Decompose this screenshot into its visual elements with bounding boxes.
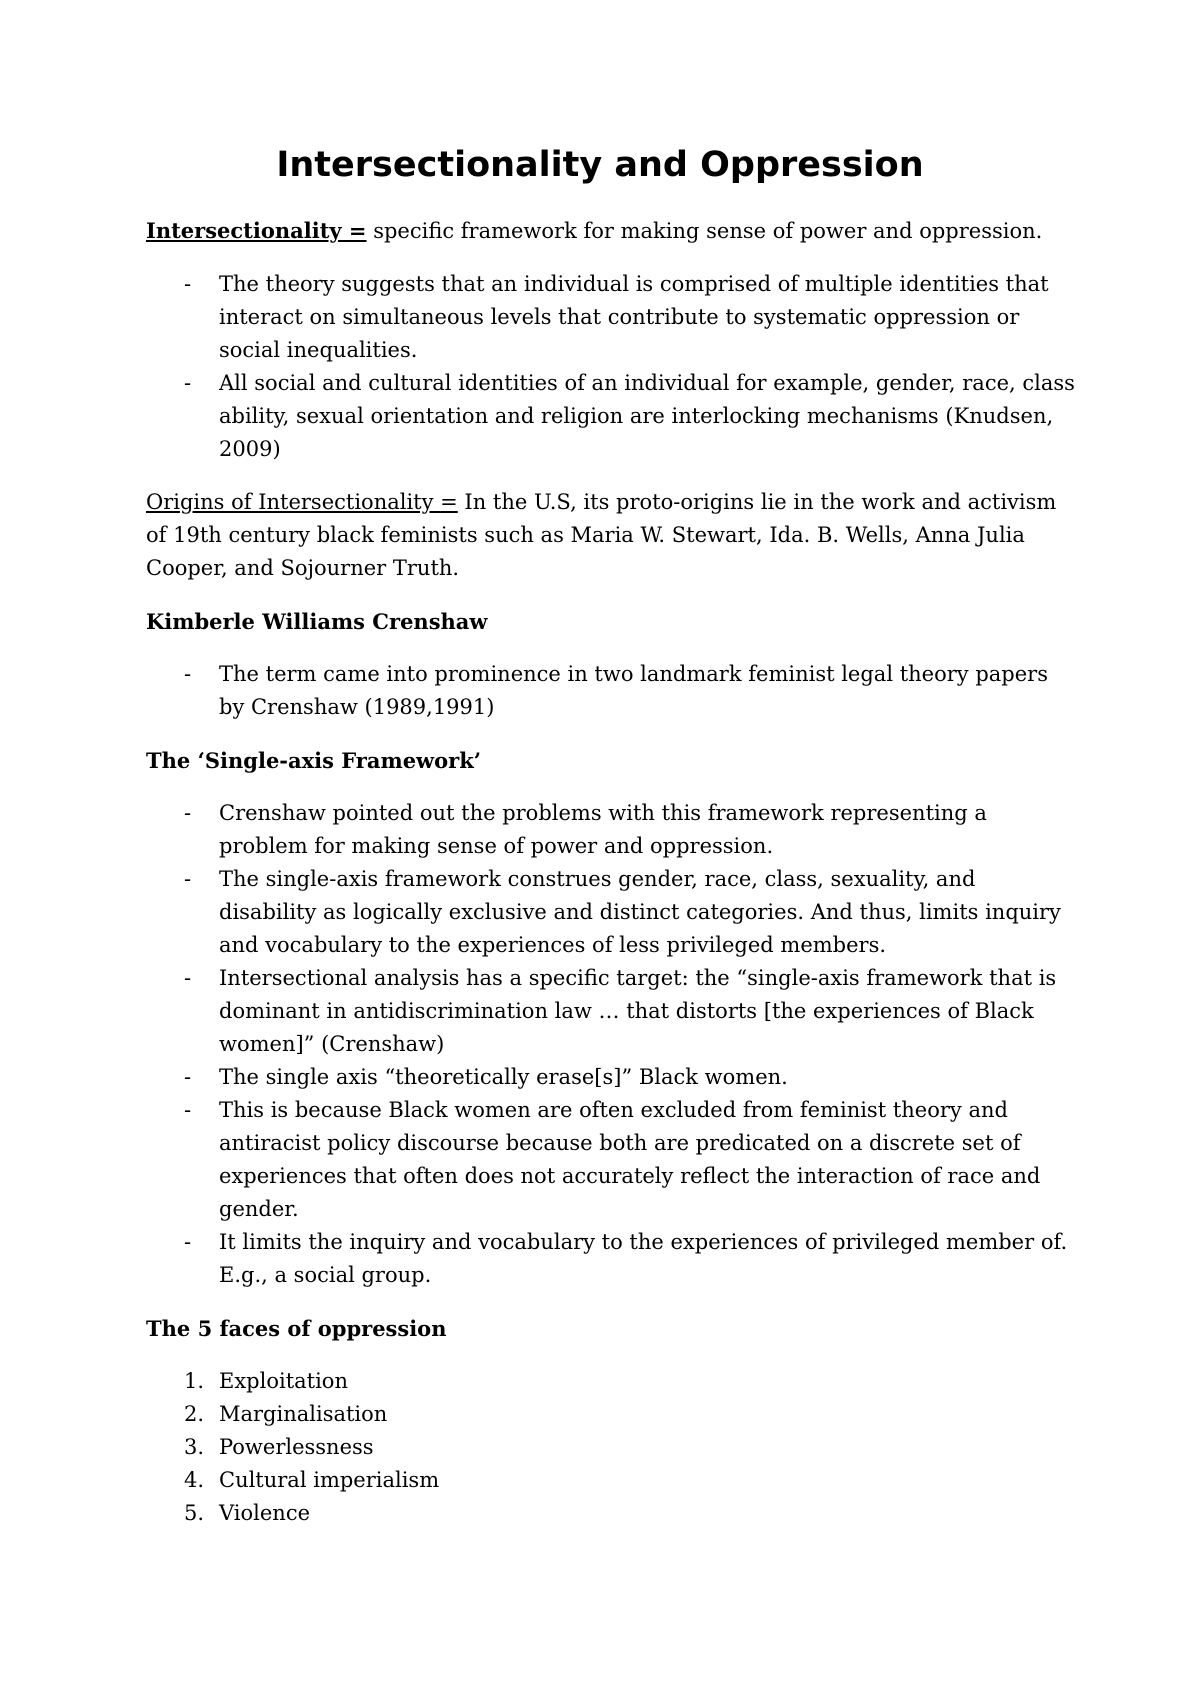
origins-text: In the U.S, its proto-origins lie in the work and activism of 19th century black feminists such as Maria W. Stewart, Ida. B. Wells, Anna Julia Cooper, and Sojourner Truth. <box>146 490 1057 580</box>
list-item-text: All social and cultural identities of an individual for example, gender, race, class ability, sexual orientation and religion are interlocking mechanisms (Knudsen, 2009) <box>219 371 1075 461</box>
crenshaw-bullet-list <box>146 658 1076 724</box>
dash-bullet: - <box>184 966 192 990</box>
list-item-text: The single-axis framework construes gender, race, class, sexuality, and disability as logically exclusive and distinct categories. And thus, limits inquiry and vocabulary to the experiences of less privileged members. <box>219 867 1061 957</box>
page-title: Intersectionality and Oppression <box>276 145 924 185</box>
list-item <box>146 1094 1076 1226</box>
list-item <box>146 962 1076 1061</box>
definition-paragraph <box>146 214 1076 248</box>
dash-bullet: - <box>184 272 192 296</box>
list-item <box>146 797 1076 863</box>
origins-paragraph <box>146 486 1076 585</box>
list-item-text: Violence <box>219 1501 311 1525</box>
list-item-text: This is because Black women are often excluded from feminist theory and antiracist policy discourse because both are predicated on a discrete set of experiences that often does not accurately reflect the interaction of race and gender. <box>219 1098 1041 1221</box>
list-item <box>146 1226 1076 1292</box>
faces-heading: The 5 faces of oppression <box>146 1316 447 1341</box>
list-item <box>146 1497 1076 1530</box>
document-body <box>146 214 1076 1530</box>
list-item <box>146 1464 1076 1497</box>
list-item <box>146 658 1076 724</box>
dash-bullet: - <box>184 1098 192 1122</box>
definition-text: specific framework for making sense of power and oppression. <box>366 219 1043 243</box>
dash-bullet: - <box>184 371 192 395</box>
list-item <box>146 1365 1076 1398</box>
list-item-text: Crenshaw pointed out the problems with this framework representing a problem for making sense of power and oppression. <box>219 801 987 858</box>
dash-bullet: - <box>184 1065 192 1089</box>
dash-bullet: - <box>184 867 192 891</box>
list-item-text: The theory suggests that an individual is comprised of multiple identities that interact on simultaneous levels that contribute to systematic oppression or social inequalities. <box>219 272 1049 362</box>
list-number: 4. <box>184 1468 205 1492</box>
dash-bullet: - <box>184 662 192 686</box>
list-number: 1. <box>184 1369 205 1393</box>
list-item-text: It limits the inquiry and vocabulary to the experiences of privileged member of. E.g., a social group. <box>219 1230 1068 1287</box>
list-item <box>146 268 1076 367</box>
dash-bullet: - <box>184 801 192 825</box>
list-number: 2. <box>184 1402 205 1426</box>
single-axis-heading: The ‘Single-axis Framework’ <box>146 748 482 773</box>
origins-term: Origins of Intersectionality = <box>146 490 458 514</box>
list-item-text: The term came into prominence in two landmark feminist legal theory papers by Crenshaw (1989,1991) <box>219 662 1048 719</box>
list-item-text: Marginalisation <box>219 1402 388 1426</box>
list-number: 5. <box>184 1501 205 1525</box>
faces-numbered-list <box>146 1365 1076 1530</box>
list-item-text: Powerlessness <box>219 1435 374 1459</box>
single-axis-bullet-list <box>146 797 1076 1292</box>
list-item <box>146 1431 1076 1464</box>
list-item <box>146 863 1076 962</box>
list-item <box>146 1398 1076 1431</box>
list-item-text: The single axis “theoretically erase[s]” Black women. <box>219 1065 788 1089</box>
list-item-text: Intersectional analysis has a specific target: the “single-axis framework that is dominant in antidiscrimination law … that distorts [the experiences of Black women]” (Crenshaw) <box>219 966 1057 1056</box>
list-item-text: Cultural imperialism <box>219 1468 440 1492</box>
dash-bullet: - <box>184 1230 192 1254</box>
list-item <box>146 367 1076 466</box>
definition-term: Intersectionality = <box>146 218 367 243</box>
crenshaw-heading: Kimberle Williams Crenshaw <box>146 609 488 634</box>
list-item <box>146 1061 1076 1094</box>
definition-bullet-list <box>146 268 1076 466</box>
list-number: 3. <box>184 1435 205 1459</box>
list-item-text: Exploitation <box>219 1369 348 1393</box>
